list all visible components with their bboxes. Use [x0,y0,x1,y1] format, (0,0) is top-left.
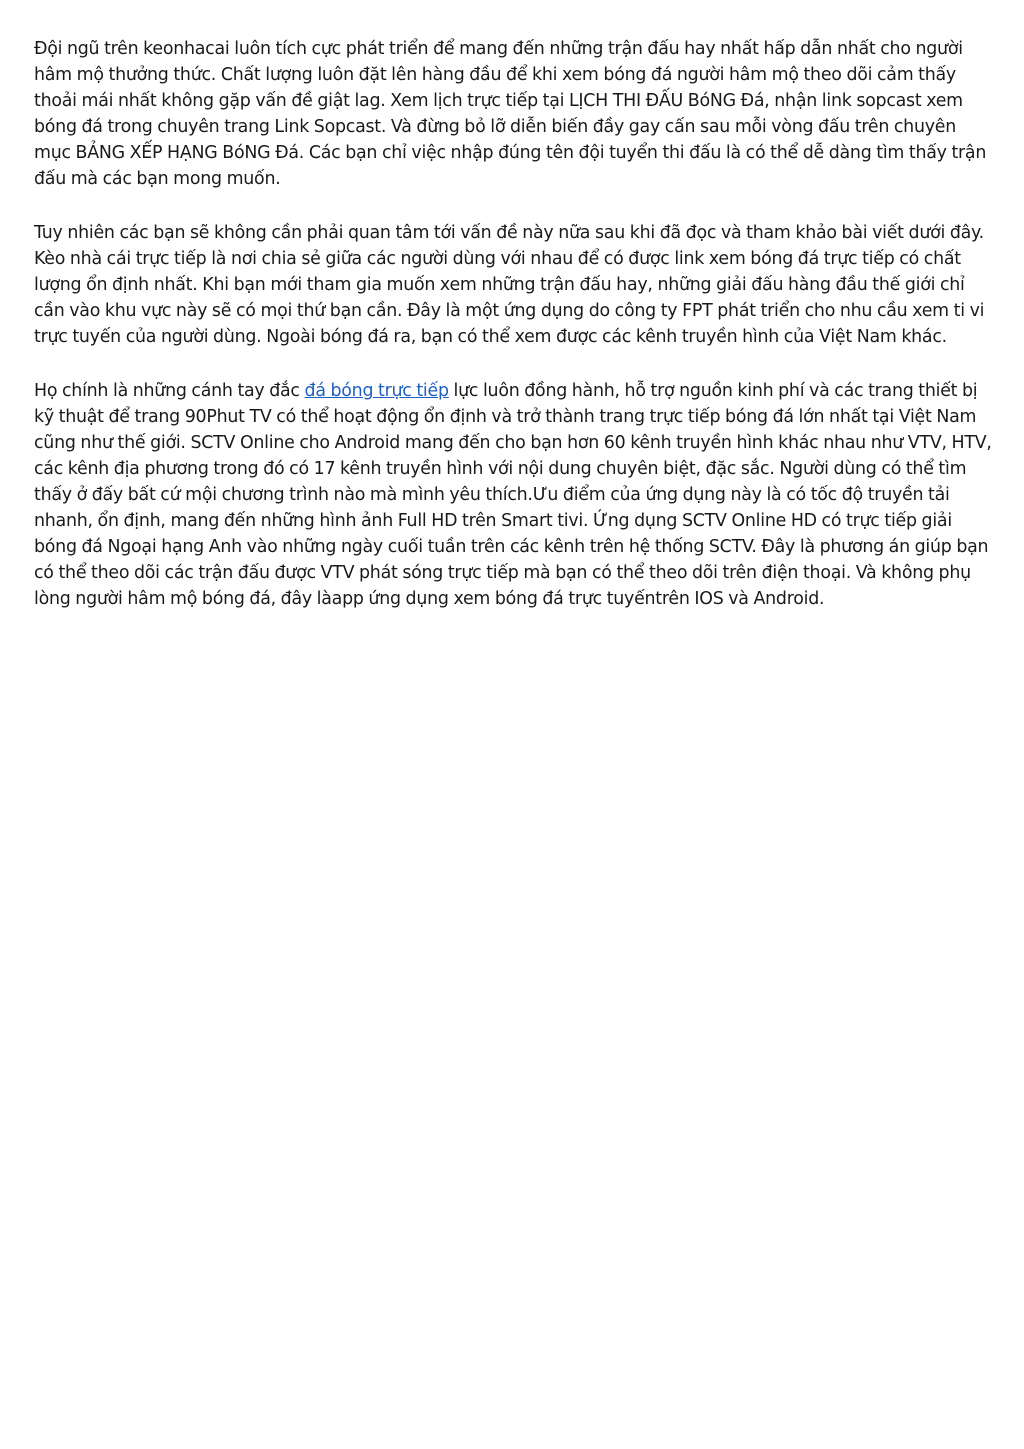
paragraph-2-text: Tuy nhiên các bạn sẽ không cần phải quan tâm tới vấn đề này nữa sau khi đã đọc và tham khảo bài viết dưới đây. Kèo nhà cái trực tiếp là nơi chia sẻ giữa các người dùng với nhau để có được link xem bóng đá trực tiếp có chất lượng ổn định nhất. Khi bạn mới tham gia muốn xem những trận đấu hay, những giải đấu hàng đầu thế giới chỉ cần vào khu vực này sẽ có mọi thứ bạn cần. Đây là một ứng dụng do công ty FPT phát triển cho nhu cầu xem ti vi trực tuyến của người dùng. Ngoài bóng đá ra, bạn có thể xem được các kênh truyền hình của Việt Nam khác. [34,223,985,347]
document-body [34,36,992,640]
paragraph-1-text: Đội ngũ trên keonhacai luôn tích cực phát triển để mang đến những trận đấu hay nhất hấp dẫn nhất cho người hâm mộ thưởng thức. Chất lượng luôn đặt lên hàng đầu để khi xem bóng đá người hâm mộ theo dõi cảm thấy thoải mái nhất không gặp vấn đề giật lag. Xem lịch trực tiếp tại LỊCH THI ĐẤU BóNG Đá, nhận link sopcast xem bóng đá trong chuyên trang Link Sopcast. Và đừng bỏ lỡ diễn biến đầy gay cấn sau mỗi vòng đấu trên chuyên mục BẢNG XẾP HẠNG BóNG Đá. Các bạn chỉ việc nhập đúng tên đội tuyển thi đấu là có thể dễ dàng tìm thấy trận đấu mà các bạn mong muốn. [34,39,987,189]
live-football-link[interactable]: đá bóng trực tiếp [304,381,449,401]
paragraph-3-text-before-link: Họ chính là những cánh tay đắc [34,381,305,401]
paragraph-1 [34,36,992,192]
paragraph-3-text-after-link: lực luôn đồng hành, hỗ trợ nguồn kinh phí và các trang thiết bị kỹ thuật để trang 90Phut TV có thể hoạt động ổn định và trở thành trang trực tiếp bóng đá lớn nhất tại Việt Nam cũng như thế giới. SCTV Online cho Android mang đến cho bạn hơn 60 kênh truyền hình khác nhau như VTV, HTV, các kênh địa phương trong đó có 17 kênh truyền hình với nội dung chuyên biệt, đặc sắc. Người dùng có thể tìm thấy ở đấy bất cứ mội chương trình nào mà mình yêu thích.Ưu điểm của ứng dụng này là có tốc độ truyền tải nhanh, ổn định, mang đến những hình ảnh Full HD trên Smart tivi. Ứng dụng SCTV Online HD có trực tiếp giải bóng đá Ngoại hạng Anh vào những ngày cuối tuần trên các kênh trên hệ thống SCTV. Đây là phương án giúp bạn có thể theo dõi các trận đấu được VTV phát sóng trực tiếp mà bạn có thể theo dõi trên điện thoại. Và không phụ lòng người hâm mộ bóng đá, đây làapp ứng dụng xem bóng đá trực tuyếntrên IOS và Android. [34,381,992,609]
paragraph-2 [34,220,992,350]
paragraph-3 [34,378,992,612]
